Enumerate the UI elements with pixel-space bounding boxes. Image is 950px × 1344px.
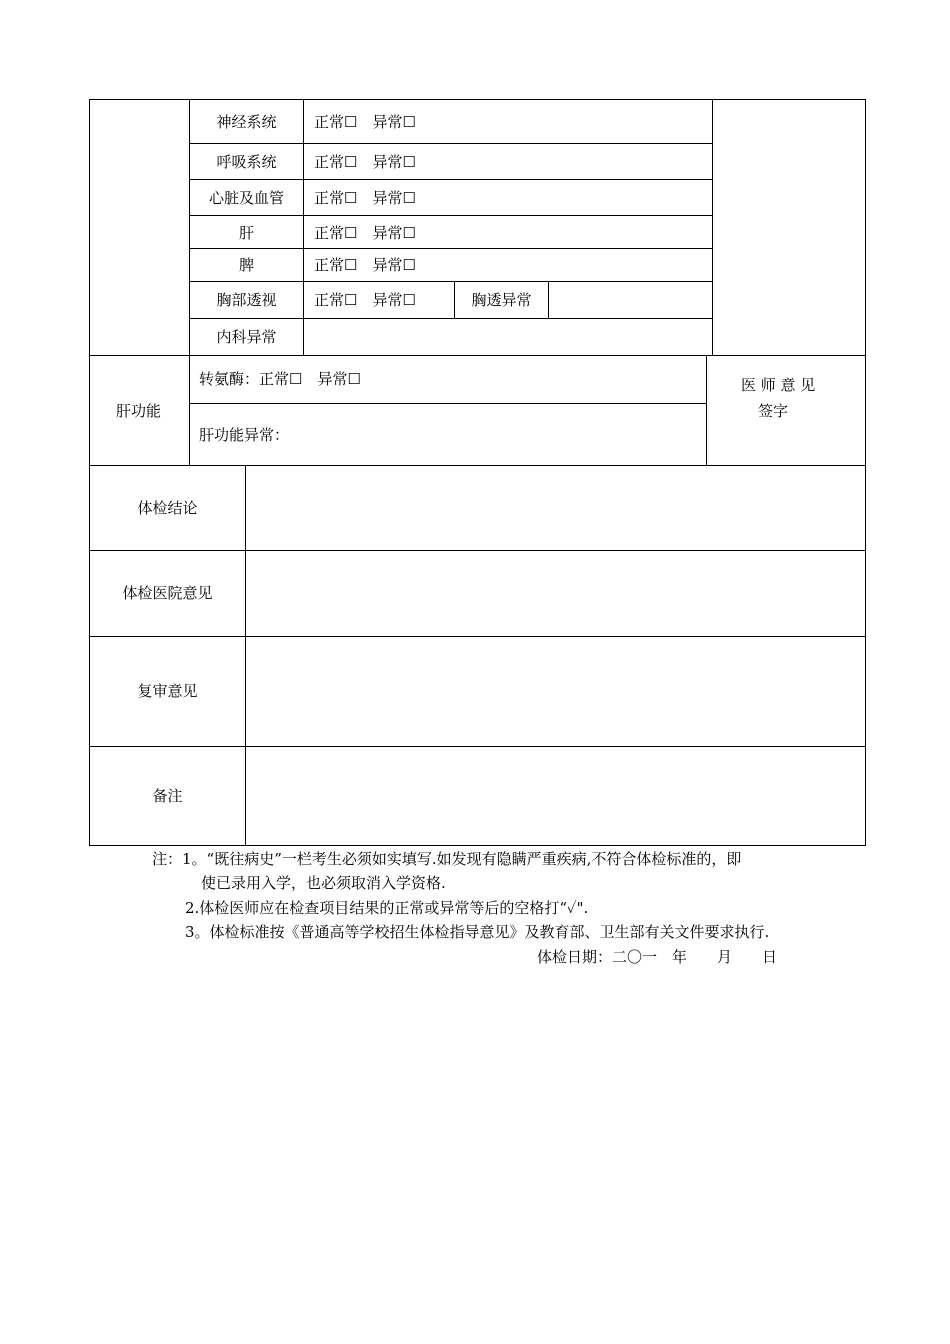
note-1-continued: 使已录用入学，也必须取消入学资格. <box>201 874 446 892</box>
exam-item-label: 胸部透视 <box>216 291 277 309</box>
liver-abnormal-label: 肝功能异常： <box>199 426 290 444</box>
note-1: 注：1。“既往病史”一栏考生必须如实填写.如发现有隐瞒严重疾病,不符合体检标准的，即 <box>152 850 742 868</box>
chest-abnormal-label: 胸透异常 <box>471 291 532 309</box>
exam-result-checkbox[interactable]: 正常☐ 异常☐ <box>314 291 416 309</box>
doctor-opinion-label: 医 师 意 见 <box>741 376 816 394</box>
divider <box>189 143 713 144</box>
exam-result-checkbox[interactable]: 正常☐ 异常☐ <box>314 256 416 274</box>
divider <box>303 99 304 355</box>
review-opinion-field[interactable] <box>246 637 865 746</box>
exam-item-label: 呼吸系统 <box>216 153 277 171</box>
divider <box>712 99 713 355</box>
exam-item-label: 神经系统 <box>216 113 277 131</box>
transaminase-checkbox[interactable]: 转氨酶：正常☐ 异常☐ <box>199 370 361 388</box>
divider <box>189 403 707 404</box>
divider <box>89 355 866 356</box>
doctor-sign-label: 签字 <box>758 402 789 420</box>
exam-conclusion-field[interactable] <box>246 466 865 550</box>
exam-result-checkbox[interactable]: 正常☐ 异常☐ <box>314 153 416 171</box>
exam-result-checkbox[interactable]: 正常☐ 异常☐ <box>314 224 416 242</box>
divider <box>189 215 713 216</box>
liver-function-label: 肝功能 <box>116 402 162 420</box>
remarks-label: 备注 <box>152 787 183 805</box>
divider <box>189 179 713 180</box>
hospital-opinion-field[interactable] <box>246 551 865 636</box>
review-opinion-label: 复审意见 <box>137 682 198 700</box>
hospital-opinion-label: 体检医院意见 <box>122 584 213 602</box>
note-3: 3。体检标准按《普通高等学校招生体检指导意见》及教育部、卫生部有关文件要求执行. <box>185 923 770 941</box>
remarks-field[interactable] <box>246 747 865 845</box>
divider <box>706 355 707 465</box>
exam-item-label: 心脏及血管 <box>208 189 284 207</box>
internal-abnormal-field[interactable] <box>304 319 712 355</box>
exam-conclusion-label: 体检结论 <box>137 499 198 517</box>
divider <box>189 248 713 249</box>
exam-item-label: 脾 <box>238 256 254 274</box>
exam-item-label: 肝 <box>238 224 254 242</box>
note-2: 2.体检医师应在检查项目结果的正常或异常等后的空格打“✓". <box>185 899 589 917</box>
exam-result-checkbox[interactable]: 正常☐ 异常☐ <box>314 113 416 131</box>
exam-result-checkbox[interactable]: 正常☐ 异常☐ <box>314 189 416 207</box>
exam-date: 体检日期：二〇一 年 月 日 <box>537 948 778 966</box>
exam-item-label: 内科异常 <box>216 328 277 346</box>
chest-abnormal-field[interactable] <box>549 282 712 318</box>
